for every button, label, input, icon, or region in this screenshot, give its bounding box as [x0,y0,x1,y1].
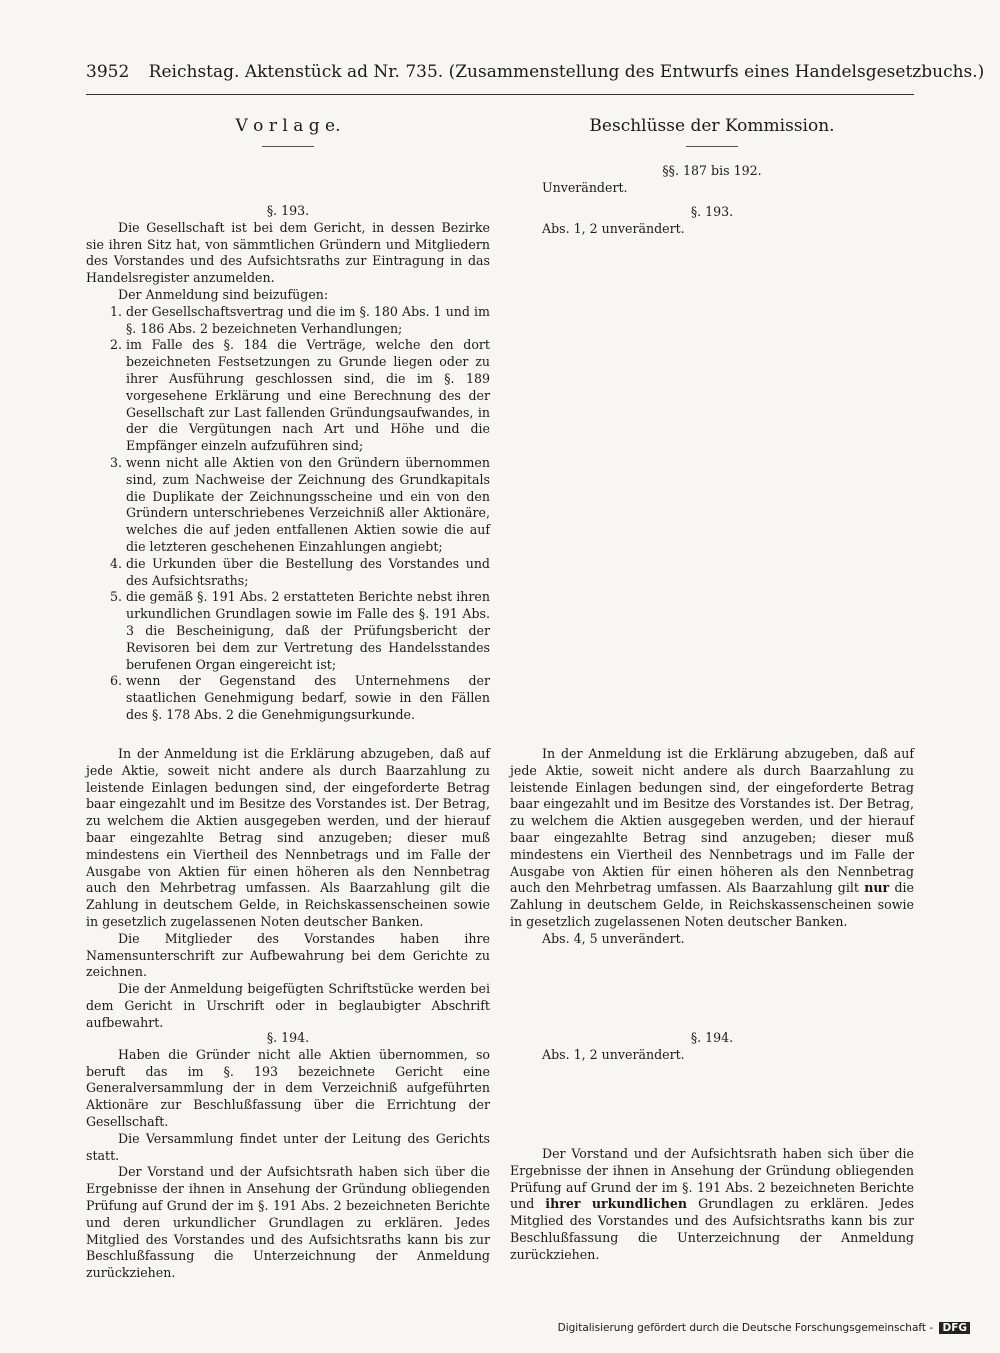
paragraph: Der Vorstand und der Aufsichtsrath haben sich über die Ergebnisse der ihnen in Ansehung der Gründung obliegenden Prüfung auf Grund der im §. 191 Abs. 2 bezeichneten Berichte und deren urkundlicher Grundlagen zu erklären. Jedes Mitglied des Vorstandes und des Aufsichtsraths kann bis zur Beschlußfassung die Unterzeichnung der Anmeldung zurückziehen. [86,1164,490,1281]
paragraph-text: die Zahlung in deutschem Gelde, in Reichskassenscheinen sowie in gesetzlich zugelassenen Noten deutscher Banken. [510,880,914,929]
list-item: 5. die gemäß §. 191 Abs. 2 erstatteten Berichte nebst ihren urkundlichen Grundlagen sowie im Falle des §. 191 Abs. 3 die Bescheinigung, daß der Prüfungsbericht der Revisoren bei dem zur Vertretung des Handelsstandes berufenen Organ eingereicht ist; [126,589,490,673]
list-item: 6. wenn der Gegenstand des Unternehmens der staatlichen Genehmigung bedarf, sowie in den Fällen des §. 178 Abs. 2 die Genehmigungsurkunde. [126,673,490,723]
paragraph: Die Mitglieder des Vorstandes haben ihre Namensunterschrift zur Aufbewahrung bei dem Gerichte zu zeichnen. [86,930,490,980]
list-item: 2. im Falle des §. 184 die Verträge, welche den dort bezeichneten Festsetzungen zu Grunde liegen oder zu ihrer Ausführung geschlossen sind, die im §. 189 vorgesehene Erklärung und eine Berechnung des der Gesellschaft zur Last fallenden Gründungsaufwandes, in der die Vergütungen nach Art und Höhe und die Empfänger einzeln aufzuführen sind; [126,337,490,455]
right-s194-tail [510,1146,914,1264]
paragraph: Der Anmeldung sind beizufügen: [118,286,329,302]
left-column-heading [86,116,490,147]
paragraph: Die Versammlung findet unter der Leitung des Gerichts statt. [86,1130,490,1163]
list-item: 3. wenn nicht alle Aktien von den Gründern übernommen sind, zum Nachweise der Zeichnung des Grundkapitals die Duplikate der Zeichnungsscheine und ein von den Gründern unterschriebenes Verzeichniß aller Aktionäre, welches die auf jeden entfallenen Aktien sowie die auf die letzteren geschehenen Einzahlungen angiebt; [126,455,490,556]
section-title: §. 194. [690,1030,734,1045]
emphasis-text: ihrer urkundlichen [545,1196,688,1212]
heading-divider [262,146,314,147]
paragraph: In der Anmeldung ist die Erklärung abzugeben, daß auf jede Aktie, soweit nicht andere als durch Baarzahlung zu leistende Einlagen bedungen sind, der eingeforderte Betrag baar eingezahlt und im Besitze des Vorstandes ist. Der Betrag, zu welchem die Aktien ausgegeben werden, und der hierauf baar eingezahlte Betrag sind anzugeben; dieser muß mindestens ein Viertheil des Nennbetrags und im Falle der Ausgabe von Aktien für einen höheren als den Nennbetrag auch den Mehrbetrag umfassen. Als Baarzahlung gilt die Zahlung in deutschem Gelde, in Reichskassenscheinen sowie in gesetzlich zugelassenen Noten deutscher Banken. [86,746,490,929]
dfg-logo: DFG [939,1322,970,1334]
vorlage-heading: V o r l a g e. [235,116,341,136]
footer-text: Digitalisierung gefördert durch die Deutsche Forschungsgemeinschaft - [557,1322,934,1334]
paragraph: Abs. 1, 2 unverändert. [542,220,685,236]
section-title: §. 194. [266,1030,310,1045]
paragraph: Abs. 4, 5 unverändert. [542,930,685,946]
kommission-heading: Beschlüsse der Kommission. [589,116,835,136]
right-s194-block [510,1030,914,1064]
list-item: 4. die Urkunden über die Bestellung des Vorstandes und des Aufsichtsraths; [126,556,490,590]
right-s193-block [510,204,914,238]
paragraph: Unverändert. [542,179,628,195]
heading-divider [686,146,738,147]
right-s193-tail [510,746,914,948]
paragraph: Abs. 1, 2 unverändert. [542,1046,685,1062]
page-header [86,62,985,82]
paragraph: Haben die Gründer nicht alle Aktien übernommen, so beruft das im §. 193 bezeichnete Gericht eine Generalversammlung der in dem Verzeichniß aufgeführten Aktionäre zur Beschlußfassung über die Errichtung der Gesellschaft. [86,1046,490,1129]
section-title: §. 193. [266,203,310,218]
right-s187-block [510,163,914,197]
footer-credit [558,1322,970,1334]
section-title: §. 193. [690,204,734,219]
header-title: Reichstag. Aktenstück ad Nr. 735. (Zusammenstellung des Entwurfs eines Handelsgesetzbuchs.) [148,62,985,82]
header-rule [86,94,914,95]
right-column-heading [510,116,914,147]
paragraph-text: Der Vorstand und der Aufsichtsrath haben sich über die Ergebnisse der ihnen in Ansehung der Gründung obliegenden Prüfung auf Grund der im §. 191 Abs. 2 bezeichneten Berichte und [510,1146,914,1212]
paragraph [510,746,914,931]
left-s193-block [86,203,490,724]
page-number: 3952 [86,62,130,82]
left-s193-tail [86,746,490,1032]
emphasis-text: nur [864,880,890,896]
paragraph-text: Grundlagen zu erklären. Jedes Mitglied des Vorstandes und des Aufsichtsraths kann bis zur Beschlußfassung die Unterzeichnung der Anmeldung zurückziehen. [510,1196,914,1262]
paragraph [510,1146,914,1264]
left-s194-block [86,1030,490,1282]
section-title: §§. 187 bis 192. [662,163,762,178]
paragraph: Die der Anmeldung beigefügten Schriftstücke werden bei dem Gericht in Urschrift oder in beglaubigter Abschrift aufbewahrt. [86,981,490,1030]
attachment-list [86,304,490,724]
paragraph-text: In der Anmeldung ist die Erklärung abzugeben, daß auf jede Aktie, soweit nicht andere als durch Baarzahlung zu leistende Einlagen bedungen sind, der eingeforderte Betrag baar eingezahlt und im Besitze des Vorstandes ist. Der Betrag, zu welchem die Aktien ausgegeben werden, und der hierauf baar eingezahlte Betrag sind anzugeben; dieser muß mindestens ein Viertheil des Nennbetrags und im Falle der Ausgabe von Aktien für einen höheren als den Nennbetrag auch den Mehrbetrag umfassen. Als Baarzahlung gilt [510,746,914,896]
list-item: 1. der Gesellschaftsvertrag und die im §. 180 Abs. 1 und im §. 186 Abs. 2 bezeichneten Verhandlungen; [126,304,490,338]
paragraph: Die Gesellschaft ist bei dem Gericht, in dessen Bezirke sie ihren Sitz hat, von sämmtlichen Gründern und Mitgliedern des Vorstandes und des Aufsichtsraths zur Eintragung in das Handelsregister anzumelden. [86,219,490,286]
